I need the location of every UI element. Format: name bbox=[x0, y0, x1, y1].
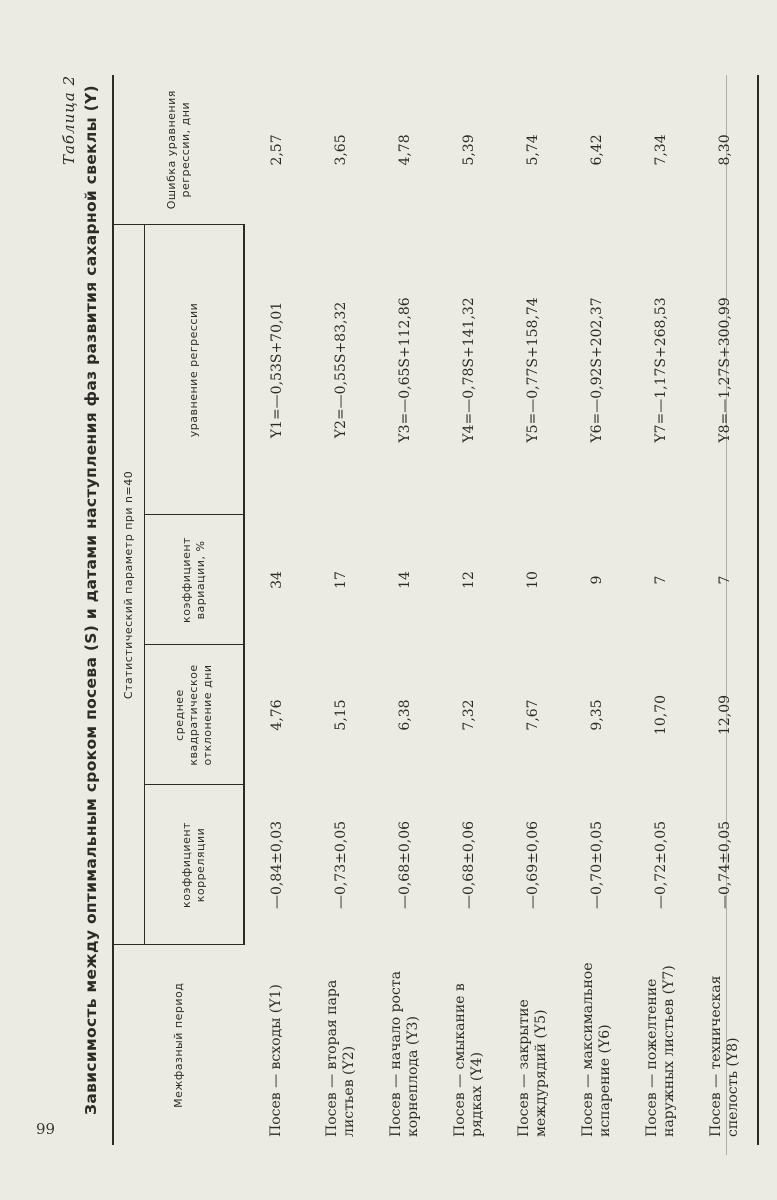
cell-variation: 12 bbox=[461, 571, 477, 589]
header-period: Межфазный период bbox=[113, 945, 244, 1145]
cell-variation: 9 bbox=[589, 575, 605, 585]
cell-variation: 7 bbox=[693, 515, 758, 645]
table-row bbox=[565, 75, 629, 1145]
cell-error: 3,65 bbox=[333, 134, 349, 166]
cell-std-dev: 10,70 bbox=[653, 694, 669, 736]
cell-correlation: —0,68±0,06 bbox=[397, 820, 413, 910]
table-row bbox=[244, 75, 309, 1145]
cell-equation: Y2=—0,55S+83,32 bbox=[333, 301, 349, 439]
cell-equation: Y1=—0,53S+70,01 bbox=[269, 301, 285, 439]
cell-correlation: —0,74±0,05 bbox=[693, 785, 758, 945]
cell-error: 6,42 bbox=[589, 134, 605, 166]
header-std-dev: среднее квадратическое отклонение дни bbox=[145, 645, 245, 785]
cell-correlation: —0,84±0,03 bbox=[269, 820, 285, 910]
cell-error: 2,57 bbox=[268, 134, 285, 166]
cell-equation: Y7=—1,17S+268,53 bbox=[653, 297, 669, 443]
cell-period: Посев — начало роста корнеплода (Y3) bbox=[388, 971, 421, 1137]
cell-equation: Y8=—1,27S+300,99 bbox=[693, 225, 758, 515]
cell-equation: Y6=—0,92S+202,37 bbox=[589, 297, 605, 443]
table-row bbox=[693, 75, 758, 1145]
cell-error: 8,30 bbox=[693, 75, 758, 225]
cell-variation: 7 bbox=[653, 575, 669, 585]
cell-equation: Y4=—0,78S+141,32 bbox=[461, 297, 477, 443]
cell-error: 5,39 bbox=[461, 134, 477, 166]
cell-variation: 34 bbox=[269, 571, 285, 589]
cell-variation: 14 bbox=[397, 571, 413, 589]
cell-equation: Y3=—0,65S+112,86 bbox=[397, 297, 413, 443]
header-correlation: коэффициент корреляции bbox=[145, 785, 245, 945]
cell-correlation: —0,69±0,06 bbox=[525, 820, 541, 910]
cell-correlation: —0,70±0,05 bbox=[589, 820, 605, 910]
cell-correlation: —0,73±0,05 bbox=[333, 820, 349, 910]
table-row bbox=[309, 75, 373, 1145]
header-equation: уравнение регрессии bbox=[145, 225, 245, 515]
cell-std-dev: 7,32 bbox=[461, 699, 477, 731]
cell-period: Посев — закрытие междурядий (Y5) bbox=[516, 999, 549, 1137]
cell-period: Посев — пожелтение наружных листьев (Y7) bbox=[644, 965, 677, 1137]
table-row bbox=[373, 75, 437, 1145]
cell-variation: 17 bbox=[333, 571, 349, 589]
cell-std-dev: 12,09 bbox=[693, 645, 758, 785]
cell-period: Посев — максимальное испарение (Y6) bbox=[580, 962, 613, 1137]
cell-std-dev: 4,76 bbox=[269, 699, 285, 731]
page-number: 99 bbox=[36, 1120, 56, 1138]
cell-correlation: —0,72±0,05 bbox=[653, 820, 669, 910]
cell-std-dev: 5,15 bbox=[333, 699, 349, 731]
cell-period: Посев — техническая спелость (Y8) bbox=[693, 945, 758, 1145]
table-row bbox=[501, 75, 565, 1145]
cell-error: 4,78 bbox=[397, 134, 413, 166]
cell-error: 7,34 bbox=[653, 134, 669, 166]
cell-variation: 10 bbox=[525, 571, 541, 589]
regression-table bbox=[112, 75, 759, 1145]
cell-error: 5,74 bbox=[525, 134, 541, 166]
header-variation: коэффициент вариации, % bbox=[145, 515, 245, 645]
cell-std-dev: 9,35 bbox=[589, 699, 605, 731]
rotated-table-block bbox=[60, 65, 741, 1145]
cell-std-dev: 7,67 bbox=[525, 699, 541, 731]
cell-std-dev: 6,38 bbox=[397, 699, 413, 731]
header-stat-group: Статистический параметр при n=40 bbox=[113, 225, 145, 945]
cell-correlation: —0,68±0,06 bbox=[461, 820, 477, 910]
table-row bbox=[629, 75, 693, 1145]
cell-period: Посев — смыкание в рядках (Y4) bbox=[452, 983, 485, 1137]
cell-equation: Y5=—0,77S+158,74 bbox=[525, 297, 541, 443]
table-label: Таблица 2 bbox=[60, 75, 78, 166]
cell-period: Посев — вторая пара листьев (Y2) bbox=[324, 979, 357, 1137]
header-error: Ошибка уравнения регрессии, дни bbox=[113, 75, 244, 225]
table-title: Зависимость между оптимальным сроком посева (S) и датами наступления фаз развития сахарной свеклы (Y) bbox=[82, 85, 100, 1115]
cell-period: Посев — всходы (Y1) bbox=[268, 984, 285, 1137]
table-row bbox=[437, 75, 501, 1145]
